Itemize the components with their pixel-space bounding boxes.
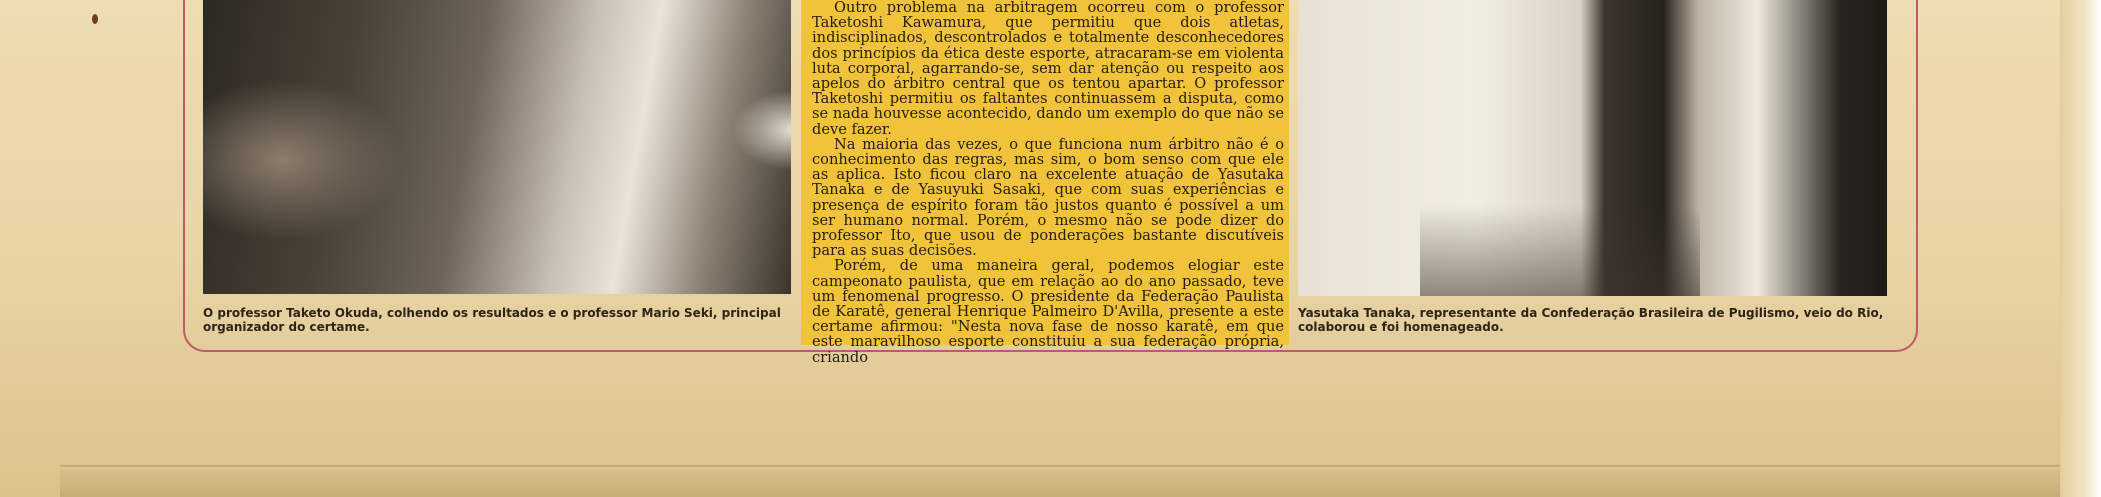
caption-right: Yasutaka Tanaka, representante da Confederação Brasileira de Pugilismo, veio do Rio, colaborou e foi homenageado. [1298, 306, 1884, 334]
photo-tanaka-shadow [1420, 205, 1700, 296]
article-paragraph: Porém, de uma maneira geral, podemos elogiar este campeonato paulista, que em relação ao do ano passado, teve um fenomenal progresso. O presidente da Federação Paulista de Karatê, general Henrique Palmeiro D'Avilla, presente a este certame afirmou: "Nesta nova fase de nosso karatê, em que este maravilhoso esporte constituiu a sua federação própria, criando [812, 257, 1284, 366]
article-body [812, 0, 1284, 365]
paper-fold-line [60, 465, 2060, 467]
article-paragraph: Outro problema na arbitragem ocorreu com o professor Taketoshi Kawamura, que permitiu que dois atletas, indisciplinados, descontrolados e totalmente desconhecedores dos princípios da ética deste esporte, atracaram-se em violenta luta corporal, agarrando-se, sem dar atenção ou respeito aos apelos do árbitro central que os tentou apartar. O professor Taketoshi permitiu os faltantes continuassem a disputa, como se nada houvesse acontecido, dando um exemplo do que não se deve fazer. [812, 0, 1284, 138]
paper-right-edge [2060, 0, 2101, 497]
photo-okuda-seki [203, 0, 791, 294]
ink-blemish [92, 14, 98, 24]
paper-bottom-edge [60, 470, 2060, 497]
article-paragraph: Na maioria das vezes, o que funciona num árbitro não é o conhecimento das regras, mas sim, o bom senso com que ele as aplica. Isto ficou claro na excelente atuação de Yasutaka Tanaka e de Yasuyuki Sasaki, que com suas experiências e presença de espírito foram tão justos quanto é possível a um ser humano normal. Porém, o mesmo não se pode dizer do professor Ito, que usou de ponderações bastante discutíveis para as suas decisões. [812, 135, 1284, 260]
caption-left: O professor Taketo Okuda, colhendo os resultados e o professor Mario Seki, principal organizador do certame. [203, 306, 781, 334]
